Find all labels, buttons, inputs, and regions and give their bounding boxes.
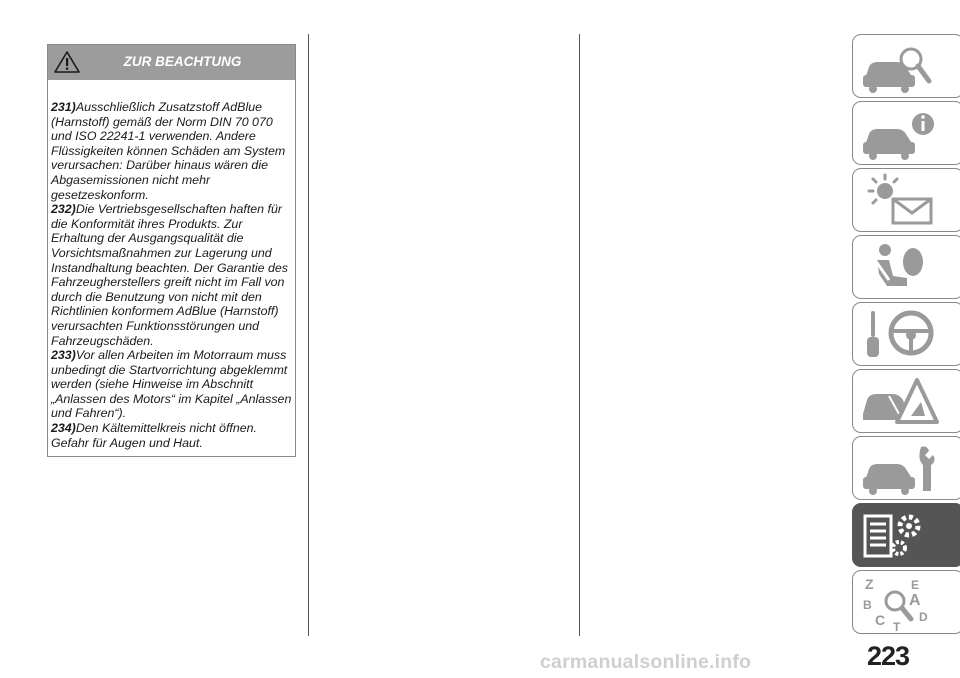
tab-knowing-the-car[interactable]	[852, 34, 960, 98]
svg-text:E: E	[911, 578, 920, 592]
tab-emergency[interactable]	[852, 369, 960, 433]
svg-text:A: A	[909, 592, 921, 609]
tab-technical-data[interactable]	[852, 503, 960, 567]
car-crash-warning-icon	[859, 374, 939, 430]
warning-box	[47, 44, 296, 457]
car-wrench-icon	[859, 441, 939, 497]
tab-dashboard-info[interactable]	[852, 101, 960, 165]
column-divider-right	[579, 34, 580, 636]
note-231: 231)Ausschließlich Zusatzstoff AdBlue (Harnstoff) gemäß der Norm DIN 70 070 und ISO 22241-1 verwenden. Andere Flüssigkeiten können Schäden am System verursachen: Darüber hinaus wären die Abgasemissionen nicht mehr gesetzeskonform.	[51, 100, 286, 202]
svg-text:Z: Z	[865, 576, 874, 592]
tab-servicing[interactable]	[852, 436, 960, 500]
airbag-seat-icon	[859, 240, 939, 296]
car-info-icon	[859, 106, 939, 162]
svg-text:B: B	[863, 598, 872, 612]
key-steering-wheel-icon	[859, 307, 939, 363]
note-234: 234)Den Kältemittelkreis nicht öffnen. Gefahr für Augen und Haut.	[51, 421, 257, 450]
technical-data-gears-icon	[859, 508, 939, 564]
tab-index[interactable]	[852, 570, 960, 634]
watermark: carmanualsonline.info	[540, 651, 752, 673]
note-233: 233)Vor allen Arbeiten im Motorraum muss unbedingt die Startvorrichtung abgeklemmt werden (siehe Hinweise im Abschnitt „Anlassen des Motors“ im Kapitel „Anlassen und Fahren“).	[51, 348, 292, 421]
tab-warning-lights[interactable]	[852, 168, 960, 232]
car-search-icon	[859, 39, 939, 95]
note-232: 232)Die Vertriebsgesellschaften haften für die Konformität ihres Produkts. Zur Erhaltung der Ausgangsqualität die Vorsichtsmaßnahmen zur Lagerung und Instandhaltung beachten. Der Garantie des Fahrzeugherstellers greift nicht im Fall von durch die Benutzung von nicht mit den Richtlinien konformem AdBlue (Harnstoff) verursachten Funktionsstörungen und Fahrzeugschäden.	[51, 202, 288, 348]
warning-title: ZUR BEACHTUNG	[123, 54, 242, 69]
warning-notes	[48, 80, 295, 450]
tab-starting-driving[interactable]	[852, 302, 960, 366]
column-divider-left	[308, 34, 309, 636]
svg-text:T: T	[893, 620, 901, 631]
alphabetical-index-icon	[859, 575, 939, 631]
warning-header	[48, 45, 295, 80]
svg-text:D: D	[919, 610, 928, 624]
page-number: 223	[866, 641, 910, 671]
tab-safety[interactable]	[852, 235, 960, 299]
warning-light-message-icon	[859, 173, 939, 229]
svg-text:C: C	[875, 612, 886, 628]
